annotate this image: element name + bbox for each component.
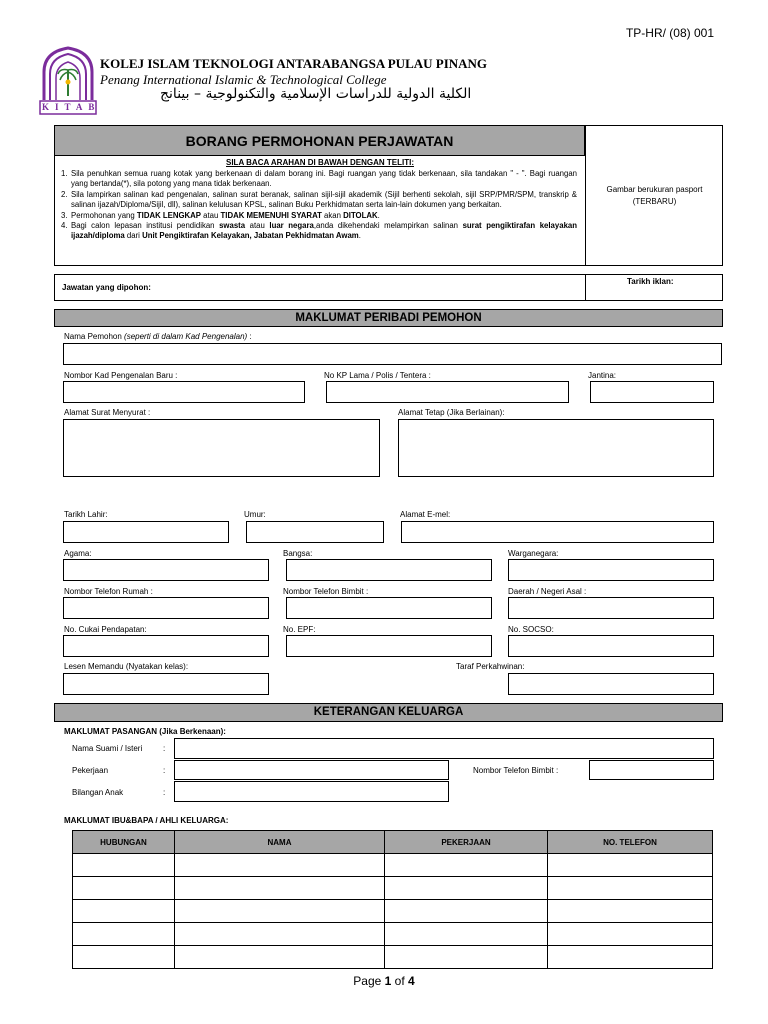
page-current: 1 xyxy=(384,974,392,988)
race-input[interactable] xyxy=(286,559,492,581)
spouse-name-colon: : xyxy=(163,744,166,753)
spouse-heading: MAKLUMAT PASANGAN (Jika Berkenaan): xyxy=(64,727,226,736)
income-tax-input[interactable] xyxy=(63,635,269,657)
age-label: Umur: xyxy=(244,510,266,519)
instruction-number: 4. xyxy=(61,221,68,231)
ad-date-label: Tarikh iklan: xyxy=(627,277,674,286)
page-of: of xyxy=(391,974,409,988)
college-name-arabic: الكلية الدولية للدراسات الإسلامية والتكنولوجية – بينانج xyxy=(160,86,472,102)
page-prefix: Page xyxy=(353,974,385,988)
email-label: Alamat E-mel: xyxy=(400,510,451,519)
origin-label: Daerah / Negeri Asal : xyxy=(508,587,587,596)
applicant-name-label xyxy=(64,332,252,341)
instruction-text: ,anda dikehendaki melampirkan salinan xyxy=(313,221,463,231)
column-header-phone: NO. TELEFON xyxy=(548,831,713,854)
instructions-heading: SILA BACA ARAHAN DI BAWAH DENGAN TELITI: xyxy=(226,158,414,167)
instruction-item xyxy=(61,190,577,211)
college-name: KOLEJ ISLAM TEKNOLOGI ANTARABANGSA PULAU PINANG xyxy=(100,56,488,71)
name-cell[interactable] xyxy=(175,854,385,877)
mobile-phone-input[interactable] xyxy=(286,597,492,619)
page-total: 4 xyxy=(408,974,415,988)
citizenship-label: Warganegara: xyxy=(508,549,559,558)
spouse-occupation-label: Pekerjaan xyxy=(72,766,109,775)
epf-label: No. EPF: xyxy=(283,625,316,634)
email-input[interactable] xyxy=(401,521,714,543)
position-applied-label: Jawatan yang dipohon: xyxy=(62,283,151,292)
socso-label: No. SOCSO: xyxy=(508,625,554,634)
instruction-number: 2. xyxy=(61,189,68,199)
ic-new-input[interactable] xyxy=(63,381,305,403)
relationship-cell[interactable] xyxy=(73,946,175,969)
permanent-address-input[interactable] xyxy=(398,419,714,477)
instruction-text: . xyxy=(377,210,380,220)
children-count-colon: : xyxy=(163,788,166,797)
name-cell[interactable] xyxy=(175,877,385,900)
personal-section-header: MAKLUMAT PERIBADI PEMOHON xyxy=(54,309,723,327)
spouse-occupation-colon: : xyxy=(163,766,166,775)
table-row xyxy=(73,923,713,946)
table-row xyxy=(73,946,713,969)
instruction-text: Sila penuhkan semua ruang kotak yang berkenaan di dalam borang ini. Bagi ruangan yang tidak berkenaan, sila tandakan " - ". Bagi ruangan yang bertanda(*), sila potong yang mana tidak berkenaan. xyxy=(71,169,577,189)
permanent-address-label: Alamat Tetap (Jika Berlainan): xyxy=(398,408,505,417)
table-header-row xyxy=(73,831,713,854)
spouse-name-label: Nama Suami / Isteri xyxy=(72,744,143,753)
instruction-number: 1. xyxy=(61,169,68,178)
photo-label: Gambar berukuran pasport xyxy=(606,185,703,194)
family-members-table xyxy=(72,830,713,969)
applicant-name-input[interactable] xyxy=(63,343,722,365)
income-tax-label: No. Cukai Pendapatan: xyxy=(64,625,147,634)
instruction-text: TIDAK LENGKAP xyxy=(136,210,201,220)
instruction-number: 3. xyxy=(61,210,68,220)
college-name-english: Penang International Islamic & Technological College xyxy=(100,72,387,87)
relationship-cell[interactable] xyxy=(73,923,175,946)
instructions-list xyxy=(61,169,577,242)
form-title: BORANG PERMOHONAN PERJAWATAN xyxy=(55,126,585,156)
ic-new-label: Nombor Kad Pengenalan Baru : xyxy=(64,371,178,380)
home-phone-label: Nombor Telefon Rumah : xyxy=(64,587,153,596)
instruction-text: luar negara xyxy=(269,221,314,231)
instruction-text: atau xyxy=(245,221,270,231)
religion-input[interactable] xyxy=(63,559,269,581)
children-count-input[interactable] xyxy=(174,781,449,802)
relationship-cell[interactable] xyxy=(73,900,175,923)
document-code: TP-HR/ (08) 001 xyxy=(625,26,714,40)
mailing-address-label: Alamat Surat Menyurat : xyxy=(64,408,151,417)
driving-license-label: Lesen Memandu (Nyatakan kelas): xyxy=(64,662,189,671)
table-row xyxy=(73,854,713,877)
phone-cell[interactable] xyxy=(548,946,713,969)
column-header-relationship: HUBUNGAN xyxy=(73,831,175,854)
relationship-cell[interactable] xyxy=(73,854,175,877)
spouse-name-input[interactable] xyxy=(174,738,714,759)
mobile-phone-label: Nombor Telefon Bimbit : xyxy=(283,587,369,596)
parents-heading: MAKLUMAT IBU&BAPA / AHLI KELUARGA: xyxy=(64,816,229,825)
occupation-cell[interactable] xyxy=(385,900,548,923)
marital-status-label: Taraf Perkahwinan: xyxy=(456,662,525,671)
citizenship-input[interactable] xyxy=(508,559,714,581)
gender-input[interactable] xyxy=(590,381,714,403)
instruction-text: Permohonan yang xyxy=(71,210,137,220)
page-footer xyxy=(0,974,768,988)
occupation-cell[interactable] xyxy=(385,946,548,969)
instruction-text: surat pengiktirafan kelayakan ijazah/diploma xyxy=(71,221,578,241)
instruction-text: atau xyxy=(201,210,221,220)
instruction-text: Sila lampirkan salinan kad pengenalan, salinan surat beranak, salinan sijil-sijil akademik (Sijil berhenti sekolah, sijil SRP/PMR/SPM, transkrip & salinan ijazah/Diploma/Sijil, dll), salinan kelulusan KPSL, salinan Buku Perkhidmatan serta lain-lain dokumen yang berkaitan. xyxy=(71,189,577,210)
phone-cell[interactable] xyxy=(548,854,713,877)
instruction-text: Unit Pengiktirafan Kelayakan, Jabatan Pekhidmatan Awam xyxy=(142,231,359,241)
relationship-cell[interactable] xyxy=(73,877,175,900)
table-row xyxy=(73,900,713,923)
gender-label: Jantina: xyxy=(588,371,617,380)
instruction-text: akan xyxy=(321,210,344,220)
origin-input[interactable] xyxy=(508,597,714,619)
driving-license-input[interactable] xyxy=(63,673,269,695)
instruction-text: . xyxy=(358,231,361,241)
ic-old-input[interactable] xyxy=(326,381,569,403)
socso-input[interactable] xyxy=(508,635,714,657)
dob-input[interactable] xyxy=(63,521,229,543)
marital-status-input[interactable] xyxy=(508,673,714,695)
name-cell[interactable] xyxy=(175,923,385,946)
photo-label-note: (TERBARU) xyxy=(632,197,677,206)
dob-label: Tarikh Lahir: xyxy=(64,510,108,519)
instruction-item xyxy=(61,169,577,190)
spouse-mobile-input[interactable] xyxy=(589,760,714,780)
name-cell[interactable] xyxy=(175,900,385,923)
religion-label: Agama: xyxy=(64,549,92,558)
instruction-text: swasta xyxy=(219,221,246,231)
phone-cell[interactable] xyxy=(548,923,713,946)
spouse-occupation-input[interactable] xyxy=(174,760,449,780)
spouse-mobile-label: Nombor Telefon Bimbit : xyxy=(473,766,559,775)
phone-cell[interactable] xyxy=(548,900,713,923)
ic-old-label: No KP Lama / Polis / Tentera : xyxy=(324,371,431,380)
home-phone-input[interactable] xyxy=(63,597,269,619)
instructions-panel xyxy=(54,125,723,266)
instruction-text: TIDAK MEMENUHI SYARAT xyxy=(220,210,322,220)
applicant-name-label-text: Nama Pemohon xyxy=(64,332,125,341)
occupation-cell[interactable] xyxy=(385,854,548,877)
applicant-name-hint: (seperti di dalam Kad Pengenalan) xyxy=(124,332,248,341)
instruction-item xyxy=(61,221,577,242)
mailing-address-input[interactable] xyxy=(63,419,380,477)
name-cell[interactable] xyxy=(175,946,385,969)
phone-cell[interactable] xyxy=(548,877,713,900)
instruction-text: Bagi calon lepasan institusi pendidikan xyxy=(71,221,220,231)
occupation-cell[interactable] xyxy=(385,923,548,946)
logo-text: KITAB xyxy=(42,102,101,112)
college-logo xyxy=(38,46,101,116)
children-count-label: Bilangan Anak xyxy=(72,788,124,797)
age-input[interactable] xyxy=(246,521,384,543)
table-row xyxy=(73,877,713,900)
applicant-name-colon: : xyxy=(247,332,252,341)
column-header-occupation: PEKERJAAN xyxy=(385,831,548,854)
instruction-item xyxy=(61,211,577,221)
race-label: Bangsa: xyxy=(283,549,313,558)
photo-placeholder[interactable] xyxy=(585,126,723,265)
family-section-header: KETERANGAN KELUARGA xyxy=(54,703,723,722)
instruction-text: dari xyxy=(124,231,143,241)
occupation-cell[interactable] xyxy=(385,877,548,900)
instruction-text: DITOLAK xyxy=(343,210,378,220)
column-header-name: NAMA xyxy=(175,831,385,854)
epf-input[interactable] xyxy=(286,635,492,657)
